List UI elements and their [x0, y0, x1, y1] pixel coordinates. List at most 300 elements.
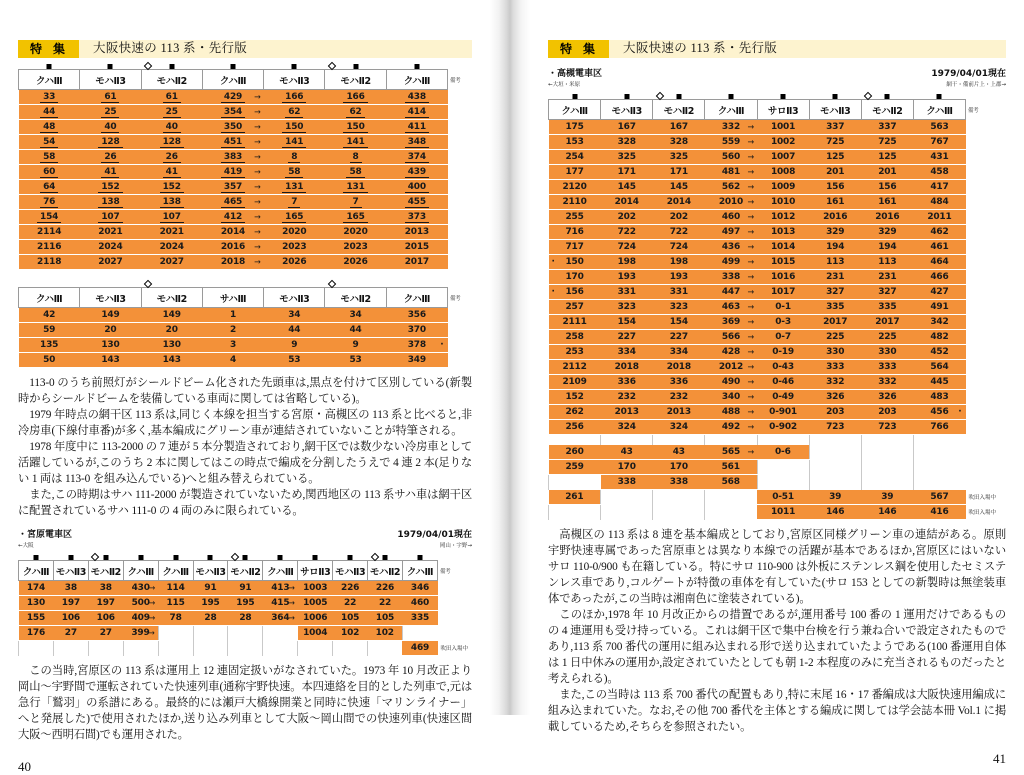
cell-value: 500 [131, 598, 150, 609]
mark-cell-note [438, 549, 472, 561]
cell-value: 327 [826, 287, 845, 297]
coupling-arrow-icon: → [747, 122, 754, 132]
cell-value: 2013 [404, 227, 429, 237]
empty-cell [757, 475, 809, 490]
mark-cell [757, 88, 809, 100]
data-cell [653, 420, 705, 435]
cell-value: 105 [375, 613, 395, 624]
data-cell [386, 323, 447, 338]
data-cell [386, 135, 447, 150]
column-header: モハⅡ3 [193, 561, 228, 581]
data-cell [19, 255, 80, 270]
data-cell [705, 475, 757, 490]
data-cell [653, 315, 705, 330]
row-note [448, 323, 472, 338]
data-cell [705, 300, 757, 315]
data-cell [386, 195, 447, 210]
mark-cell [325, 58, 386, 70]
data-cell [809, 165, 861, 180]
row-note [966, 445, 1006, 460]
cell-value: 27 [99, 628, 112, 639]
data-cell [19, 353, 80, 368]
cell-value: 156 [826, 182, 845, 192]
table-row [19, 323, 472, 338]
cell-value: 28 [204, 613, 217, 624]
data-cell [202, 308, 263, 323]
empty-cell [705, 505, 757, 520]
data-cell [549, 255, 601, 270]
data-cell [653, 330, 705, 345]
mark-cell [809, 88, 861, 100]
coupling-arrow-icon: → [254, 257, 261, 267]
cell-value-uncooled: 451 [221, 137, 245, 148]
data-cell [653, 240, 705, 255]
spacer-cell [601, 435, 653, 445]
cell-value: 2024 [98, 242, 123, 252]
pantograph-square-icon [33, 555, 38, 560]
empty-cell [228, 641, 263, 656]
cell-value: 430 [131, 583, 150, 594]
cell-value: 724 [669, 242, 688, 252]
data-cell [386, 105, 447, 120]
paragraph: 高槻区の 113 系は 8 連を基本編成としており,宮原区同様グリーン車の連結がある。原則宇野快速専属であった宮原車とは異なり本線での活躍が基本であるほか,宮原区にはいないサロ 110-0/900 も在籍している。特にサロ 110-900 は外板にステンレス鋼を使用したセミステンレス車であり,コルゲートが特徴の車体を有していた(サロ 153 としての新製時は無塗装車体であったが,この当時は湘南色に塗装されている)。 [548, 529, 1006, 606]
cell-value-uncooled: 44 [40, 107, 58, 118]
data-cell [601, 445, 653, 460]
data-cell [653, 165, 705, 180]
row-note [966, 300, 1006, 315]
cell-value: 91 [239, 583, 252, 594]
cell-value: 226 [341, 583, 360, 594]
cell-value: 561 [721, 462, 740, 472]
cell-value: 563 [930, 122, 949, 132]
data-cell [757, 285, 809, 300]
cell-value: 417 [930, 182, 949, 192]
data-cell [549, 360, 601, 375]
pantograph-square-icon [173, 555, 178, 560]
cell-value: 416 [930, 507, 949, 517]
data-cell [549, 135, 601, 150]
pantograph-square-icon [278, 555, 283, 560]
cell-value: 201 [826, 167, 845, 177]
cell-value: 2120 [562, 182, 587, 192]
cell-value: 329 [826, 227, 845, 237]
column-header-row [19, 288, 472, 308]
data-cell [53, 611, 88, 626]
cell-value: 2109 [562, 377, 587, 387]
data-cell [141, 150, 202, 165]
cell-value: 458 [930, 167, 949, 177]
mark-cell [913, 88, 965, 100]
data-cell [368, 626, 403, 641]
empty-cell [601, 505, 653, 520]
table-row [549, 240, 1006, 255]
data-cell [202, 323, 263, 338]
data-cell [264, 105, 325, 120]
data-cell [861, 345, 913, 360]
data-cell [264, 150, 325, 165]
data-cell [402, 611, 437, 626]
data-cell [202, 105, 263, 120]
data-cell [757, 345, 809, 360]
data-cell [757, 255, 809, 270]
data-cell [402, 596, 437, 611]
data-cell [202, 150, 263, 165]
coupling-arrow-icon: → [148, 583, 156, 593]
cell-value: 717 [565, 242, 584, 252]
cell-value: 409 [131, 613, 150, 624]
coupling-arrow-icon: → [288, 613, 295, 623]
cell-value: 1015 [770, 257, 796, 267]
data-cell [705, 330, 757, 345]
row-note [448, 353, 472, 368]
data-cell [386, 225, 447, 240]
data-cell [228, 581, 263, 596]
cell-value: 2021 [98, 227, 123, 237]
miyahara-formation-table [18, 549, 472, 656]
coupling-arrow-icon: → [747, 377, 754, 387]
data-cell [705, 390, 757, 405]
data-cell [705, 420, 757, 435]
data-cell [19, 596, 54, 611]
feature-chip-left: 特 集 [18, 40, 79, 58]
row-note [966, 285, 1006, 300]
cell-value-uncooled: 131 [343, 182, 367, 193]
data-cell [19, 165, 80, 180]
data-cell [386, 210, 447, 225]
cell-value-uncooled: 141 [282, 137, 306, 148]
cell-value: 326 [878, 392, 897, 402]
pantograph-square-icon [108, 64, 113, 69]
table-row [549, 360, 1006, 375]
data-cell [19, 150, 80, 165]
column-header: サロⅡ3 [757, 100, 809, 120]
data-cell [141, 180, 202, 195]
cell-value-uncooled: 152 [160, 182, 184, 193]
table-row [549, 420, 1006, 435]
cell-value-uncooled: 455 [405, 197, 429, 208]
data-cell [861, 255, 913, 270]
cell-value: 2027 [98, 257, 123, 267]
cell-value: 78 [169, 613, 182, 624]
cell-value: 333 [878, 362, 897, 372]
cell-value: 326 [826, 392, 845, 402]
column-header: サハⅢ [202, 288, 263, 308]
empty-cell [53, 641, 88, 656]
paragraph: この当時,宮原区の 113 系は運用上 12 連固定扱いがなされていた。1973 年 10 月改正より岡山～宇野間で運転されていた快速列車(通称宇野快速。本四連絡を目的とした列車で,元は急行「鷲羽」の系譜にある。最終的には瀬戸大橋線開業と同時に快速「マリンライナー」へと発展した)で使用されたほか,送り込み列車として大阪～岡山間での快速列車(快速区間大阪～西明石間)でも運用された。 [18, 665, 472, 742]
takatsuki-direction-left: ←大垣・米原 [548, 82, 581, 88]
data-cell [861, 180, 913, 195]
data-cell [325, 120, 386, 135]
data-cell [601, 120, 653, 135]
cell-value: 257 [565, 302, 584, 312]
cell-value: 327 [878, 287, 897, 297]
cell-value: 560 [721, 152, 741, 162]
column-header: クハⅢ [386, 288, 447, 308]
table-row-partial [549, 475, 1006, 490]
data-cell [141, 353, 202, 368]
data-cell [861, 505, 913, 520]
pantograph-square-icon [68, 555, 73, 560]
cell-value: 331 [669, 287, 688, 297]
table-row [19, 135, 472, 150]
data-cell [601, 240, 653, 255]
table-row [549, 210, 1006, 225]
pantograph-diamond-icon [370, 553, 378, 561]
mark-cell [19, 549, 54, 561]
empty-cell [653, 490, 705, 505]
cell-value: 566 [721, 332, 741, 342]
data-cell [549, 285, 601, 300]
column-header: サロⅡ3 [298, 561, 333, 581]
spacer-cell [705, 435, 757, 445]
data-cell [298, 596, 333, 611]
data-cell [88, 626, 123, 641]
table-row [19, 90, 472, 105]
data-cell [549, 165, 601, 180]
cell-value-uncooled: 150 [343, 122, 367, 133]
data-cell [80, 323, 141, 338]
cell-value: 2021 [159, 227, 184, 237]
pantograph-square-icon [169, 64, 174, 69]
data-cell [325, 150, 386, 165]
cell-value: 499 [721, 257, 741, 267]
coupling-arrow-icon: → [747, 332, 754, 342]
coupling-arrow-icon: → [747, 422, 754, 432]
data-cell [368, 596, 403, 611]
paragraph: また,この当時は 113 系 700 番代の配置もあり,特に末尾 16・17 番編成は大阪快速用編成に組み込まれていた。なお,その他 700 番代を主体とする編成に関しては学会誌本冊 Vol.1 に掲載しているため,そちらを参照されたい。 [548, 689, 1006, 734]
row-note [448, 255, 472, 270]
cell-value: 2027 [159, 257, 184, 267]
data-cell [298, 626, 333, 641]
row-note [966, 315, 1006, 330]
data-cell [80, 120, 141, 135]
folio-left: 40 [18, 759, 31, 775]
data-cell [757, 405, 809, 420]
pantograph-square-icon [348, 555, 353, 560]
cell-value-uncooled: 357 [221, 182, 245, 193]
data-cell [601, 330, 653, 345]
cell-value: 461 [930, 242, 949, 252]
data-cell [601, 270, 653, 285]
takatsuki-caption-row [548, 66, 1006, 79]
pantograph-square-icon [292, 64, 297, 69]
data-cell [80, 308, 141, 323]
cell-value-uncooled: 374 [405, 152, 429, 163]
table-row [19, 581, 472, 596]
pantograph-square-icon [728, 94, 733, 99]
data-cell [809, 375, 861, 390]
data-cell [757, 315, 809, 330]
empty-cell [19, 641, 54, 656]
cell-value: 1005 [303, 598, 328, 609]
cell-value: 1008 [770, 167, 796, 177]
table-row [549, 150, 1006, 165]
table-row [19, 165, 472, 180]
column-header: モハⅡ3 [333, 561, 368, 581]
column-header: モハⅡ2 [141, 288, 202, 308]
data-cell [141, 120, 202, 135]
cell-value: 232 [617, 392, 636, 402]
row-note: 吹田入場中 [438, 641, 472, 656]
cell-value-uncooled: 128 [98, 137, 122, 148]
running-title-left: 大阪快速の 113 系・先行版 [79, 40, 472, 58]
data-cell [913, 165, 965, 180]
table-row [549, 225, 1006, 240]
cell-value: 225 [878, 332, 897, 342]
mark-cell [333, 549, 368, 561]
cell-value: 255 [565, 212, 584, 222]
cell-value: 135 [40, 340, 59, 350]
cell-value: 195 [236, 598, 255, 609]
row-note [966, 405, 1006, 420]
data-cell [861, 300, 913, 315]
cell-value: 1 [229, 310, 237, 320]
data-cell [333, 596, 368, 611]
data-cell [264, 210, 325, 225]
cell-value-uncooled: 40 [101, 122, 119, 133]
data-cell [549, 210, 601, 225]
cell-value: 2026 [343, 257, 368, 267]
data-cell [653, 120, 705, 135]
data-cell [653, 445, 705, 460]
column-header: モハⅡ2 [141, 70, 202, 90]
cell-value: 340 [721, 392, 741, 402]
row-note [438, 581, 472, 596]
cell-value: 332 [878, 377, 897, 387]
table-row [19, 210, 472, 225]
cell-value: 723 [826, 422, 845, 432]
data-cell [861, 420, 913, 435]
table-row [19, 338, 472, 353]
table-row [549, 195, 1006, 210]
spacer-cell [549, 435, 601, 445]
data-cell [757, 210, 809, 225]
empty-cell [601, 490, 653, 505]
data-cell [861, 330, 913, 345]
data-cell [264, 180, 325, 195]
column-header-note: 備考 [448, 70, 472, 90]
cell-value: 1010 [770, 197, 796, 207]
cell-value: 460 [721, 212, 741, 222]
cell-value-uncooled: 166 [282, 92, 306, 103]
data-cell [158, 581, 193, 596]
column-header: クハⅢ [549, 100, 601, 120]
data-cell [601, 460, 653, 475]
cell-value: 146 [878, 507, 897, 517]
right-page [530, 0, 1024, 767]
column-header: モハⅡ2 [325, 70, 386, 90]
row-note [966, 345, 1006, 360]
table-row [19, 240, 472, 255]
data-cell [601, 165, 653, 180]
pantograph-mark-row [549, 88, 1006, 100]
cell-value-uncooled: 62 [285, 107, 303, 118]
data-cell [809, 390, 861, 405]
paragraph: 1979 年時点の網干区 113 系は,同じく本線を担当する宮原・高槻区の 113 系と比べると,非冷房車(下線付車番)が多く,基本編成にグリーン車が連結されていないことが特筆される。 [18, 409, 472, 438]
table-row [549, 330, 1006, 345]
row-note [966, 150, 1006, 165]
data-cell [809, 330, 861, 345]
takatsuki-date: 1979/04/01現在 [931, 69, 1006, 79]
data-cell [19, 210, 80, 225]
data-cell [325, 135, 386, 150]
row-note [966, 360, 1006, 375]
pantograph-square-icon [208, 555, 213, 560]
data-cell [809, 360, 861, 375]
column-header: クハⅢ [158, 561, 193, 581]
mark-cell [386, 276, 447, 288]
data-cell [263, 581, 298, 596]
cell-value: 106 [96, 613, 115, 624]
cell-value-uncooled: 400 [405, 182, 429, 193]
paragraph: このほか,1978 年 10 月改正からの措置であるが,運用番号 100 番の 1 運用だけであるものの 4 連運用も受け持っている。これは網干区で集中台検を行う兼ね合いで設定されたものであり,113 系 700 番代の運用に組み込まれる形で送り込まれていたようである(100 番運用自体は 1 日中休みの運用か,設定されていたとしても朝 1-2 本程度のみに充当されるものだったと考えられる)。 [548, 609, 1006, 686]
cell-value: 1002 [770, 137, 796, 147]
data-cell [386, 353, 447, 368]
data-cell [601, 375, 653, 390]
data-cell [653, 180, 705, 195]
miyahara-direction-left: ←大阪 [18, 543, 34, 550]
cell-value-uncooled: 58 [285, 167, 303, 178]
cell-value-uncooled: 419 [221, 167, 245, 178]
cell-value: 2020 [282, 227, 307, 237]
cell-value: 153 [565, 137, 584, 147]
cell-value: 174 [26, 583, 46, 594]
data-cell [913, 225, 965, 240]
data-cell [141, 210, 202, 225]
data-cell [80, 210, 141, 225]
data-cell [549, 240, 601, 255]
empty-cell [861, 445, 913, 460]
pantograph-square-icon [47, 64, 52, 69]
empty-cell [653, 505, 705, 520]
cell-value: 329 [878, 227, 897, 237]
cell-value: 445 [930, 377, 949, 387]
empty-cell [549, 475, 601, 490]
cell-value: 1012 [770, 212, 796, 222]
data-cell [386, 255, 447, 270]
cell-value: 335 [410, 613, 430, 624]
cell-value: 201 [878, 167, 897, 177]
cell-value: 364 [271, 613, 290, 624]
cell-value-uncooled: 107 [160, 212, 184, 223]
data-cell [264, 353, 325, 368]
column-header: モハⅡ3 [809, 100, 861, 120]
data-cell [861, 405, 913, 420]
data-cell [549, 375, 601, 390]
table-row [19, 596, 472, 611]
cell-value: 4 [229, 355, 237, 365]
table-row [19, 180, 472, 195]
data-cell [861, 120, 913, 135]
cell-value: 254 [565, 152, 584, 162]
table-row-partial [549, 460, 1006, 475]
data-cell [653, 345, 705, 360]
empty-cell [123, 641, 158, 656]
cell-value: 2112 [562, 362, 587, 372]
data-cell [386, 120, 447, 135]
cell-value: 9 [291, 340, 298, 350]
cell-value-uncooled: 26 [101, 152, 119, 163]
data-cell [809, 505, 861, 520]
table-row [549, 120, 1006, 135]
data-cell [705, 150, 757, 165]
row-note [966, 255, 1006, 270]
pantograph-diamond-icon [328, 280, 336, 288]
cell-value: 20 [104, 325, 117, 335]
data-cell [913, 300, 965, 315]
data-cell [705, 255, 757, 270]
data-cell [19, 180, 80, 195]
